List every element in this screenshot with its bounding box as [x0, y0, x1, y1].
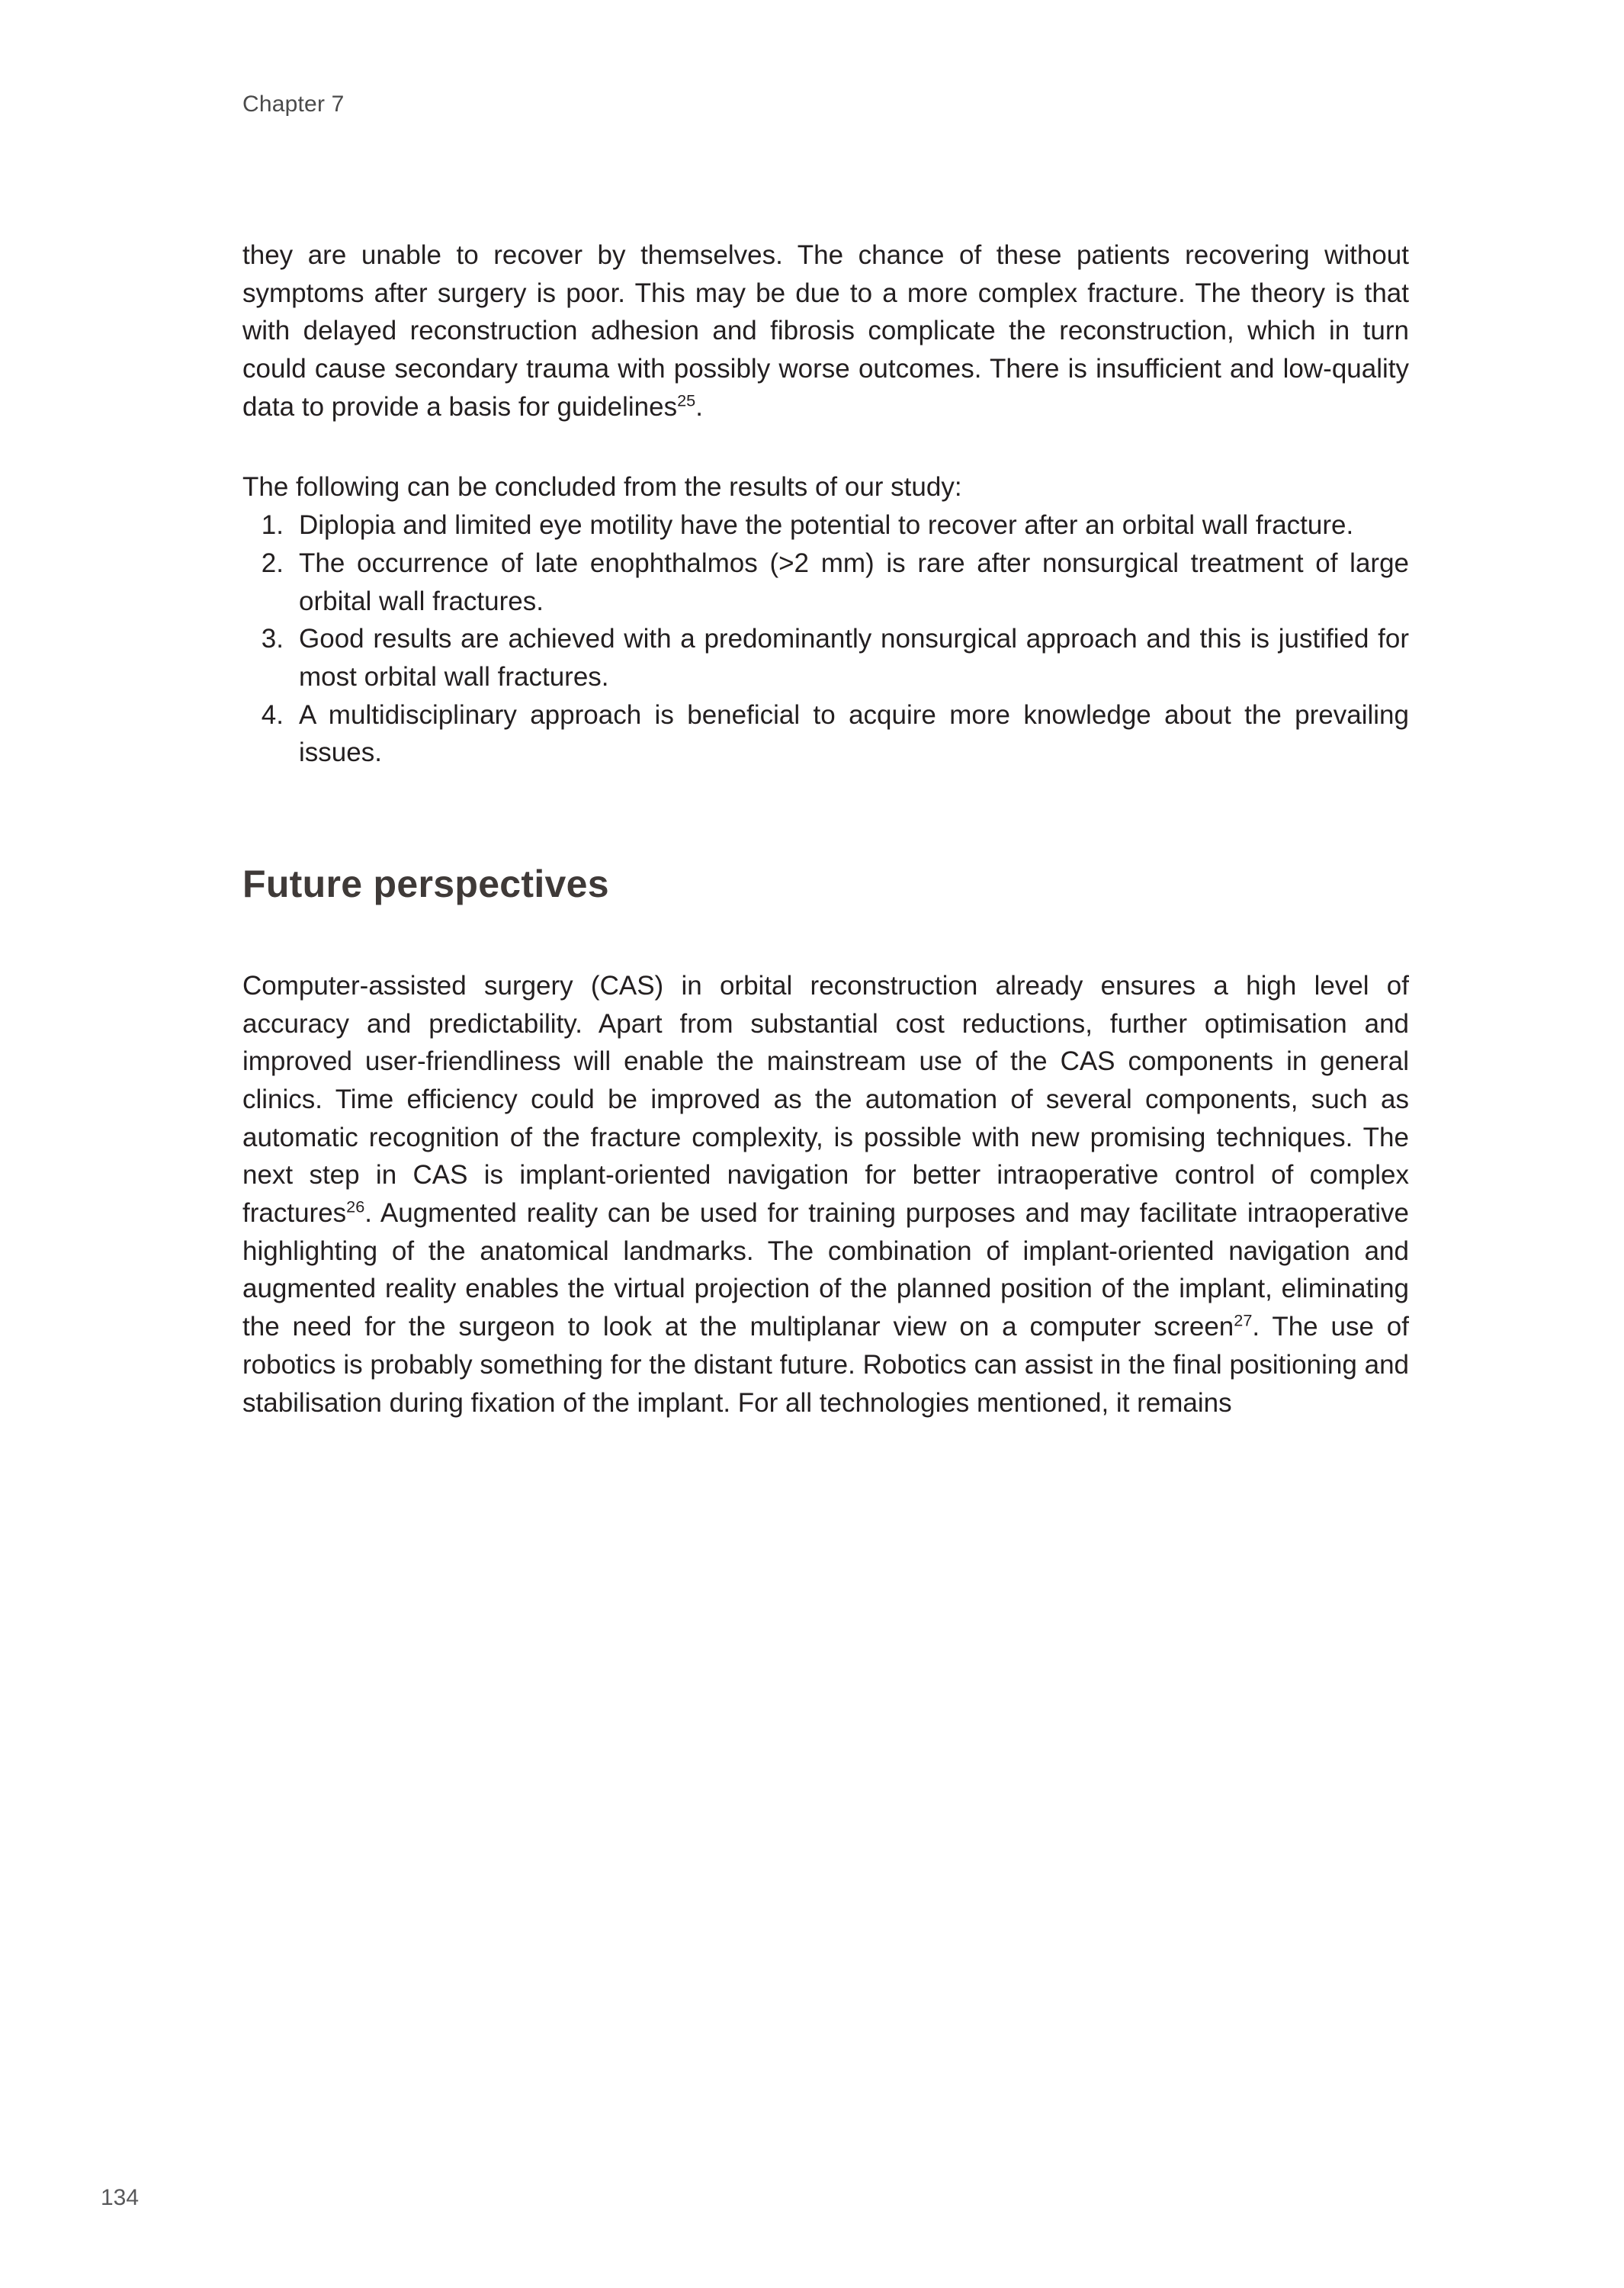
paragraph-conclusions-lead: The following can be concluded from the results of our study:	[242, 472, 962, 503]
paragraph-intro-text: they are unable to recover by themselves. The chance of these patients recovering without symptoms after surgery is poor. This may be due to a more complex fracture. The theory is that with delayed reconstruction adhesion and fibrosis complicate the reconstruction, which in turn could cause secondary trauma with possibly worse outcomes. There is insufficient and low-quality data to provide a basis for guidelines	[242, 240, 1409, 422]
list-item	[242, 620, 1409, 696]
paragraph-future-text-1: Computer-assisted surgery (CAS) in orbital reconstruction already ensures a high level of accuracy and predictability. Apart from substantial cost reductions, further optimisation and improved user-friendliness will enable the mainstream use of the CAS components in general clinics. Time efficiency could be improved as the automation of several components, such as automatic recognition of the fracture complexity, is possible with new promising techniques. The next step in CAS is implant-oriented navigation for better intraoperative control of complex fractures	[242, 970, 1409, 1229]
paragraph-future-perspectives	[242, 967, 1409, 1422]
citation-marker-26: 26	[346, 1197, 365, 1216]
list-item	[242, 545, 1409, 620]
list-item-number: 1.	[261, 510, 284, 541]
citation-marker-27: 27	[1234, 1310, 1253, 1330]
list-item-text: A multidisciplinary approach is beneficial to acquire more knowledge about the prevailing issues.	[299, 699, 1409, 768]
paragraph-intro-tail: .	[695, 391, 703, 422]
list-item-text: Diplopia and limited eye motility have the potential to recover after an orbital wall fracture.	[299, 510, 1354, 541]
list-item-number: 2.	[261, 548, 284, 578]
citation-marker-25: 25	[677, 390, 696, 410]
list-item-number: 3.	[261, 624, 284, 654]
paragraph-future-text-3: . The use of robotics is probably something for the distant future. Robotics can assist in the final positioning and stabilisation during fixation of the implant. For all technologies mentioned, it remains	[242, 1312, 1409, 1418]
page-body	[242, 236, 1409, 1422]
conclusions-list	[242, 506, 1409, 772]
list-item-text: The occurrence of late enophthalmos (>2 mm) is rare after nonsurgical treatment of large orbital wall fractures.	[299, 548, 1409, 616]
page-number: 134	[101, 2185, 140, 2210]
running-head: Chapter 7	[242, 92, 345, 117]
list-item-number: 4.	[261, 699, 284, 730]
list-item	[242, 506, 1409, 545]
paragraph-future-text-2: . Augmented reality can be used for training purposes and may facilitate intraoperative highlighting of the anatomical landmarks. The combination of implant-oriented navigation and augmented reality enables the virtual projection of the planned position of the implant, eliminating the need for the surgeon to look at the multiplanar view on a computer screen	[242, 1198, 1409, 1342]
section-heading-wrap	[242, 862, 1409, 906]
paragraph-spacer	[242, 426, 1409, 468]
section-heading: Future perspectives	[242, 862, 609, 905]
paragraph-intro	[242, 236, 1409, 426]
list-item-text: Good results are achieved with a predominantly nonsurgical approach and this is justified for most orbital wall fractures.	[299, 624, 1409, 692]
list-item	[242, 696, 1409, 772]
